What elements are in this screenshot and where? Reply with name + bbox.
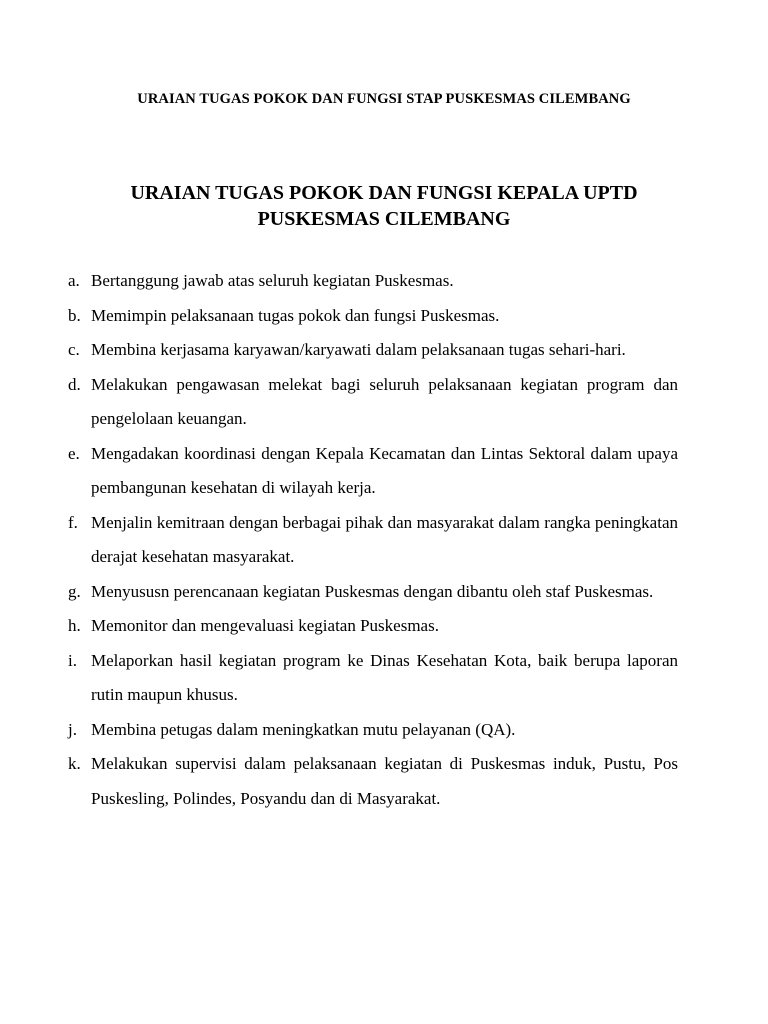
- duty-item-f: [68, 506, 678, 575]
- duty-marker: e.: [68, 443, 80, 463]
- duty-text: Membina petugas dalam meningkatkan mutu pelayanan (QA).: [91, 719, 516, 739]
- duty-text: Membina kerjasama karyawan/karyawati dalam pelaksanaan tugas sehari-hari.: [91, 340, 626, 359]
- duty-marker: a.: [68, 271, 80, 290]
- duty-marker: k.: [68, 754, 81, 773]
- duty-text: Menjalin kemitraan dengan berbagai pihak dan masyarakat dalam rangka peningkatan derajat kesehatan masyarakat.: [91, 512, 678, 566]
- duty-marker: j.: [68, 719, 77, 739]
- duty-item-b: [68, 299, 678, 334]
- duty-item-e: [68, 437, 678, 506]
- duty-text: Memimpin pelaksanaan tugas pokok dan fungsi Puskesmas.: [91, 305, 500, 325]
- duty-text: Melakukan supervisi dalam pelaksanaan kegiatan di Puskesmas induk, Pustu, Pos Puskesling, Polindes, Posyandu dan di Masyarakat.: [91, 754, 678, 808]
- duty-item-k: [68, 747, 678, 816]
- duty-text: Menyususn perencanaan kegiatan Puskesmas dengan dibantu oleh staf Puskesmas.: [91, 581, 654, 601]
- duty-marker: h.: [68, 616, 81, 635]
- duty-marker: i.: [68, 650, 77, 670]
- duty-marker: b.: [68, 305, 81, 325]
- duty-text: Bertanggung jawab atas seluruh kegiatan Puskesmas.: [91, 271, 454, 290]
- document-header-title: URAIAN TUGAS POKOK DAN FUNGSI STAP PUSKESMAS CILEMBANG: [137, 91, 631, 107]
- duty-item-c: [68, 333, 678, 368]
- duty-item-i: [68, 644, 678, 713]
- duty-item-h: [68, 609, 678, 644]
- section-title-line-1: URAIAN TUGAS POKOK DAN FUNGSI KEPALA UPTD: [130, 182, 638, 204]
- duty-marker: d.: [68, 374, 81, 394]
- duty-marker: c.: [68, 340, 80, 359]
- duty-marker: f.: [68, 512, 78, 532]
- duty-text: Memonitor dan mengevaluasi kegiatan Puskesmas.: [91, 616, 439, 635]
- duty-text: Melaporkan hasil kegiatan program ke Dinas Kesehatan Kota, baik berupa laporan rutin maupun khusus.: [91, 650, 678, 704]
- duty-text: Melakukan pengawasan melekat bagi seluruh pelaksanaan kegiatan program dan pengelolaan keuangan.: [91, 374, 678, 428]
- section-title-line-2: PUSKESMAS CILEMBANG: [257, 208, 511, 230]
- duties-list: [68, 264, 678, 816]
- duty-item-g: [68, 575, 678, 610]
- section-title: [60, 180, 708, 232]
- duty-item-j: [68, 713, 678, 748]
- duty-text: Mengadakan koordinasi dengan Kepala Kecamatan dan Lintas Sektoral dalam upaya pembangunan kesehatan di wilayah kerja.: [91, 443, 678, 497]
- duty-marker: g.: [68, 581, 81, 601]
- duty-item-a: [68, 264, 678, 299]
- duty-item-d: [68, 368, 678, 437]
